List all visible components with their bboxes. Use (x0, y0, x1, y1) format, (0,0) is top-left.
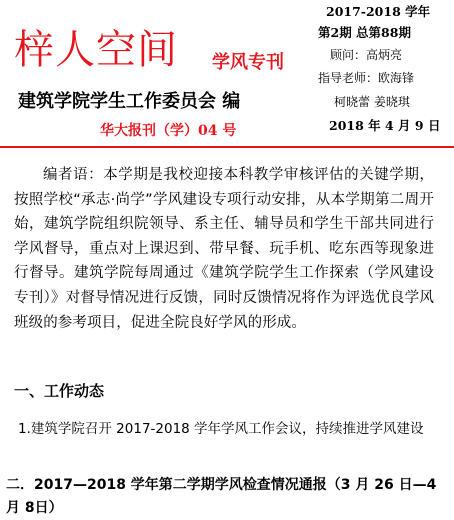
issue-number: 第2期 总第88期 (318, 25, 411, 40)
issue-date: 2018 年 4 月 9 日 (329, 118, 441, 133)
masthead-subtitle: 学风专刊 (212, 52, 284, 73)
issue-label: 华大报刊（学）04 号 (100, 123, 237, 139)
advisor: 顾问：高炳亮 (330, 48, 403, 62)
guide-teachers-continued: 柯晓蕾 姜晓琪 (334, 95, 410, 109)
guide-teachers: 指导老师：欧海锋 (318, 71, 415, 85)
masthead-title: 梓人空间 (14, 27, 178, 73)
section-heading-inspection-report: 二．2017—2018 学年第二学期学风检查情况通报（3 月 26 日—4 月 8日） (6, 477, 437, 516)
header-divider (0, 146, 454, 148)
news-item: 1.建筑学院召开 2017-2018 学年学风工作会议，持续推进学风建设 (18, 421, 424, 437)
academic-year: 2017-2018 学年 (326, 4, 431, 19)
section-heading-work-news: 一、工作动态 (14, 382, 105, 400)
publisher-line: 建筑学院学生工作委员会 编 (18, 91, 241, 112)
editor-note: 编者语：本学期是我校迎接本科教学审核评估的关键学期，按照学校“承志·尚学”学风建设专项行动安排，从本学期第二周开始，建筑学院组织院领导、系主任、辅导员和学生干部共同进行学风督导，重点对上课迟到、带早餐、玩手机、吃东西等现象进行督导。建筑学院每周通过《建筑学院学生工作探索（学风建设专刊）》对督导情况进行反馈，同时反馈情况将作为评选优良学风班级的参考项目，促进全院良好学风的形成。 (14, 167, 434, 331)
